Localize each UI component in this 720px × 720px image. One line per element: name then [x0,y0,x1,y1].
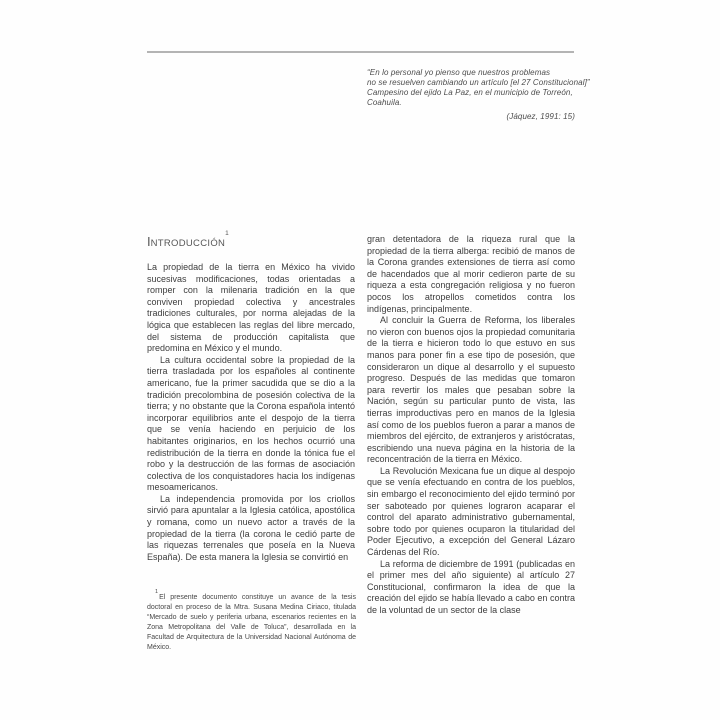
heading-initial: I [147,234,151,249]
epigraph-line: Coahuila. [367,98,402,107]
body-paragraph: La Revolución Mexicana fue un dique al despojo que se venía efectuando en contra de los pueblos, sin embargo el reconocimiento del ejido terminó por ser saboteado por quienes lograron acaparar el control del aparato administrativo gubernamental, sobre todo por quienes ocuparon la titularidad del Poder Ejecutivo, a excepción del General Lázaro Cárdenas del Río. [367,465,575,558]
body-paragraph: gran detentadora de la riqueza rural que la propiedad de la tierra alberga: recibió de manos de la Corona grandes extensiones de tierra así como de hacendados que al morir cedieron parte de su riqueza a esta congregación religiosa y no fueron pocos los atropellos cometidos contra los indígenas, principalmente. [367,234,575,314]
section-heading [147,230,355,250]
body-paragraph: La reforma de diciembre de 1991 (publicadas en el primer mes del año siguiente) al artículo 27 Constitucional, confirmaron la idea de que la creación del ejido se había llevado a cabo en contra de la voluntad de un sector de la clase [367,558,575,615]
footnote-reference: 1 [225,230,229,237]
footnote [147,589,356,653]
epigraph-line: no se resuelven cambiando un artículo [el 27 Constitucional]” [367,78,590,87]
epigraph [367,68,590,122]
body-columns [147,230,575,617]
epigraph-line: “En lo personal yo pienso que nuestros problemas [367,68,551,77]
left-column [147,230,355,617]
right-column [367,234,575,617]
body-paragraph: La cultura occidental sobre la propiedad de la tierra trasladada por los españoles al continente americano, fue la primer sacudida que se dio a la tradición precolombina de posesión colectiva de la tierra; y no obstante que la Corona española intentó incorporar equilibrios ante el despojo de la tierra que se venía haciendo en perjuicio de los habitantes originarios, en los hechos ocurrió una redistribución de la tierra en donde la tónica fue el robo y la destrucción de las formas de asociación colectiva de los conquistadores hacia los indígenas mesoamericanos. [147,354,355,493]
footnote-marker: 1 [155,589,159,596]
body-paragraph: La propiedad de la tierra en México ha vivido sucesivas modificaciones, todas orientadas a romper con la milenaria tradición en la que conviven propiedad colectiva y ancestrales tradiciones culturales, por norma alejadas de la lógica que establecen las reglas del libre mercado, del sistema de producción capitalista que predomina en México y el mundo. [147,262,355,354]
footnote-text: El presente documento constituye un avance de la tesis doctoral en proceso de la Mtra. Susana Medina Ciriaco, titulada “Mercado de suelo y periferia urbana, escenarios recientes en la Zona Metropolitana del Valle de Toluca”, desarrollada en la Facultad de Arquitectura de la Universidad Nacional Autónoma de México. [147,594,356,651]
epigraph-line: Campesino del ejido La Paz, en el municipio de Torreón, [367,88,573,97]
header-rule [147,51,574,53]
heading-text: NTRODUCCIÓN [150,238,226,249]
epigraph-citation: (Jáquez, 1991: 15) [506,112,575,121]
body-paragraph: Al concluir la Guerra de Reforma, los liberales no vieron con buenos ojos la propiedad comunitaria de la tierra e hicieron todo lo que estuvo en sus manos para poner fin a ese tipo de posesión, que consideraron un dique al desarrollo y el supuesto progreso. Después de las medidas que tomaron para revertir los males que pesaban sobre la Nación, según su particular punto de vista, las tierras improductivas pero en manos de la Iglesia así como de los pueblos fueron a parar a manos de miembros del ejército, de extranjeros y aristócratas, escribiendo una nueva página en la historia de la reconcentración de la tierra en México. [367,315,575,465]
body-paragraph: La independencia promovida por los criollos sirvió para apuntalar a la Iglesia católica, apostólica y romana, como un nuevo actor a través de la propiedad de la tierra (la corona le cedió parte de las riquezas terrenales que poseía en la Nueva España). De esta manera la Iglesia se convirtió en [147,493,355,562]
